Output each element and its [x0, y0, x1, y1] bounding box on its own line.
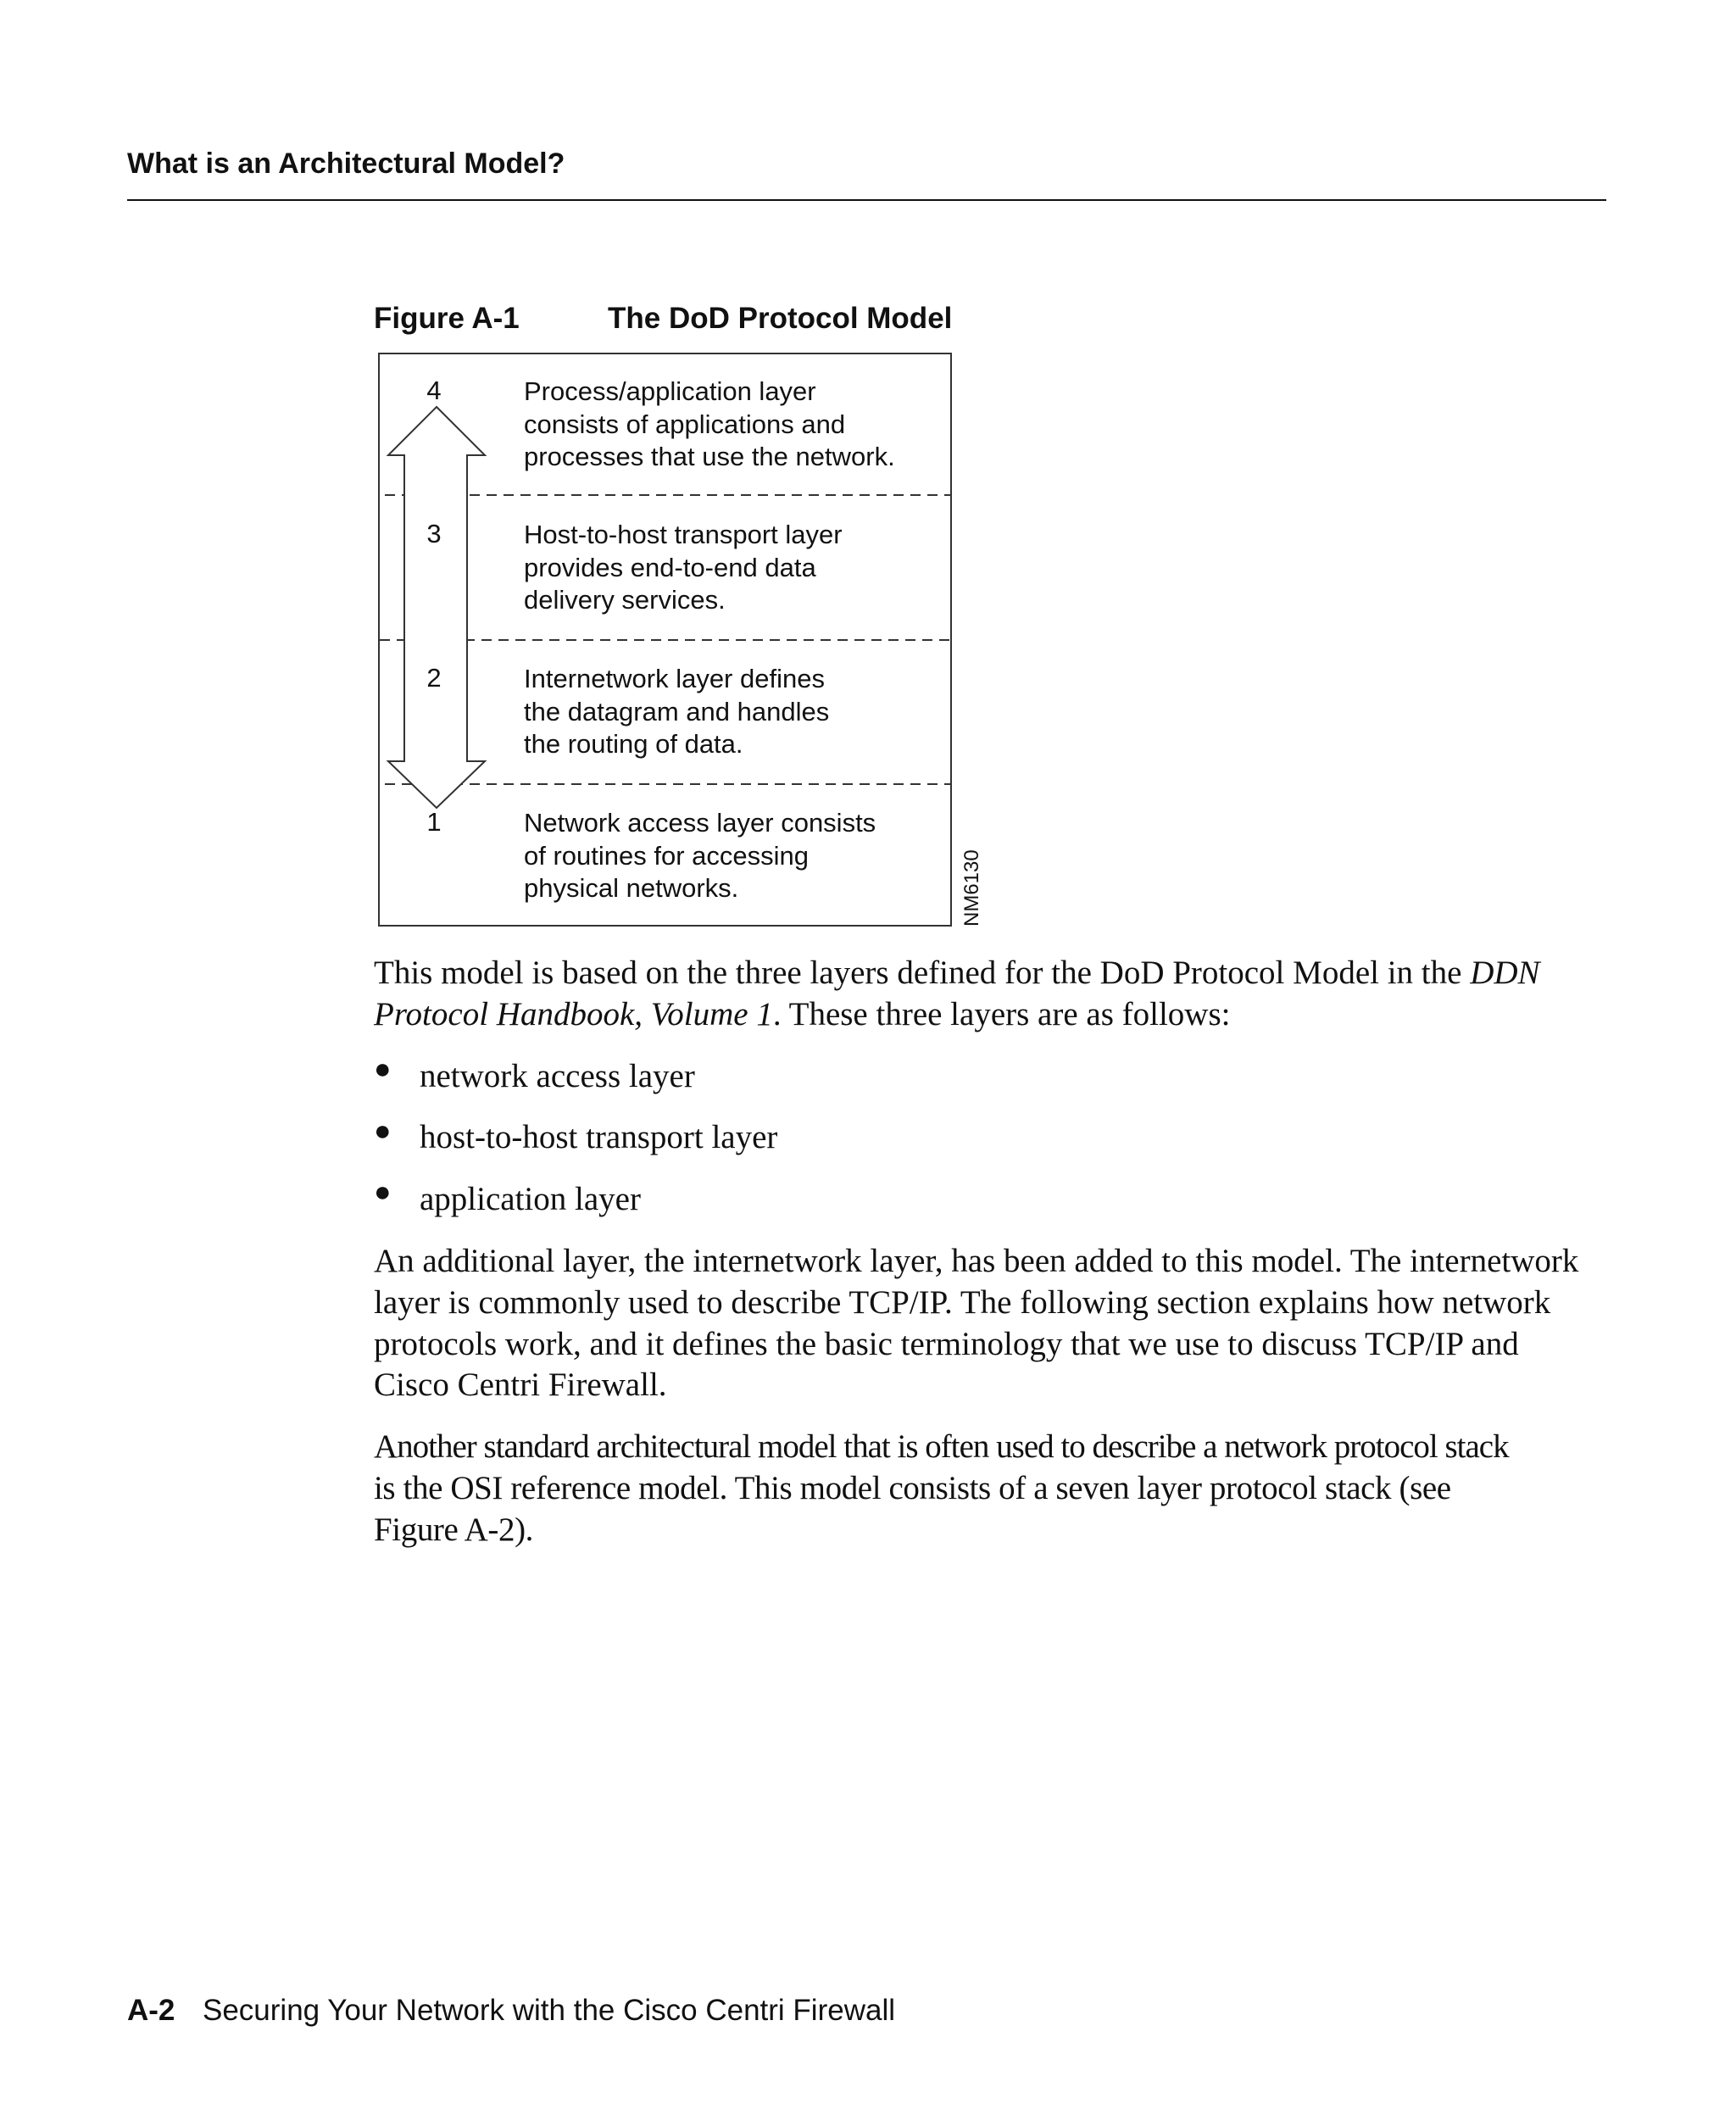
layer-number: 4 — [426, 376, 442, 405]
double-arrow-icon — [388, 407, 485, 808]
text-line: consists of applications and — [524, 409, 846, 439]
text-line: provides end-to-end data — [524, 552, 816, 582]
text-line: of routines for accessing — [524, 840, 810, 871]
layer-number: 3 — [426, 519, 442, 548]
text-line: Internetwork layer defines — [524, 664, 825, 693]
text-run: This model is based on the three layers defined for the DoD Protocol Model in the — [374, 955, 1471, 991]
layer-number: 2 — [426, 663, 442, 693]
figure-title: The DoD Protocol Model — [608, 302, 953, 335]
text-line: delivery services. — [524, 585, 726, 615]
paragraph-3 — [374, 1427, 1509, 1550]
bullet-icon: ● — [374, 1177, 392, 1208]
text-line: layer is commonly used to describe TCP/IP. The following section explains how network — [374, 1283, 1551, 1321]
bullet-item: application layer — [420, 1181, 641, 1217]
layer-description-3 — [524, 519, 843, 617]
paragraph-2 — [374, 1241, 1578, 1406]
text-line: the routing of data. — [524, 729, 743, 760]
figure-id-code: NM6130 — [960, 849, 983, 927]
text-line: is the OSI reference model. This model consists of a seven layer protocol stack (see — [374, 1469, 1451, 1506]
text-line: Figure A-2). — [374, 1511, 534, 1548]
text-line: Host-to-host transport layer — [524, 520, 843, 549]
layer-description-4 — [524, 376, 895, 474]
text-line: the datagram and handles — [524, 696, 830, 726]
text-line: An additional layer, the internetwork layer, has been added to this model. The internetwork — [374, 1243, 1579, 1279]
running-head: What is an Architectural Model? — [127, 148, 565, 180]
text-line: protocols work, and it defines the basic terminology that we use to discuss TCP/IP and — [374, 1325, 1519, 1362]
layer-number: 1 — [426, 807, 442, 837]
layer-description-1 — [524, 807, 876, 905]
text-line: processes that use the network. — [524, 442, 895, 472]
paragraph-1 — [374, 953, 1540, 1036]
bullet-item: network access layer — [420, 1058, 695, 1094]
text-line — [374, 953, 1540, 994]
text-line: physical networks. — [524, 873, 739, 904]
text-line — [374, 994, 1540, 1036]
text-run: . These three layers are as follows: — [772, 995, 1231, 1033]
bullet-icon: ● — [374, 1054, 392, 1085]
page-number: A-2 — [127, 1994, 175, 2027]
layer-description-2 — [524, 663, 829, 761]
bullet-item: host-to-host transport layer — [420, 1119, 778, 1155]
figure-label: Figure A-1 — [374, 302, 520, 335]
italic-title: Protocol Handbook, Volume 1 — [374, 995, 773, 1033]
italic-title: DDN — [1470, 955, 1540, 991]
text-line: Process/application layer — [524, 376, 816, 406]
book-title: Securing Your Network with the Cisco Centri Firewall — [203, 1994, 895, 2027]
text-line: Another standard architectural model that is often used to describe a network protocol stack — [374, 1428, 1509, 1465]
bullet-icon: ● — [374, 1116, 392, 1147]
text-line: Cisco Centri Firewall. — [374, 1366, 667, 1404]
text-line: Network access layer consists — [524, 808, 876, 838]
